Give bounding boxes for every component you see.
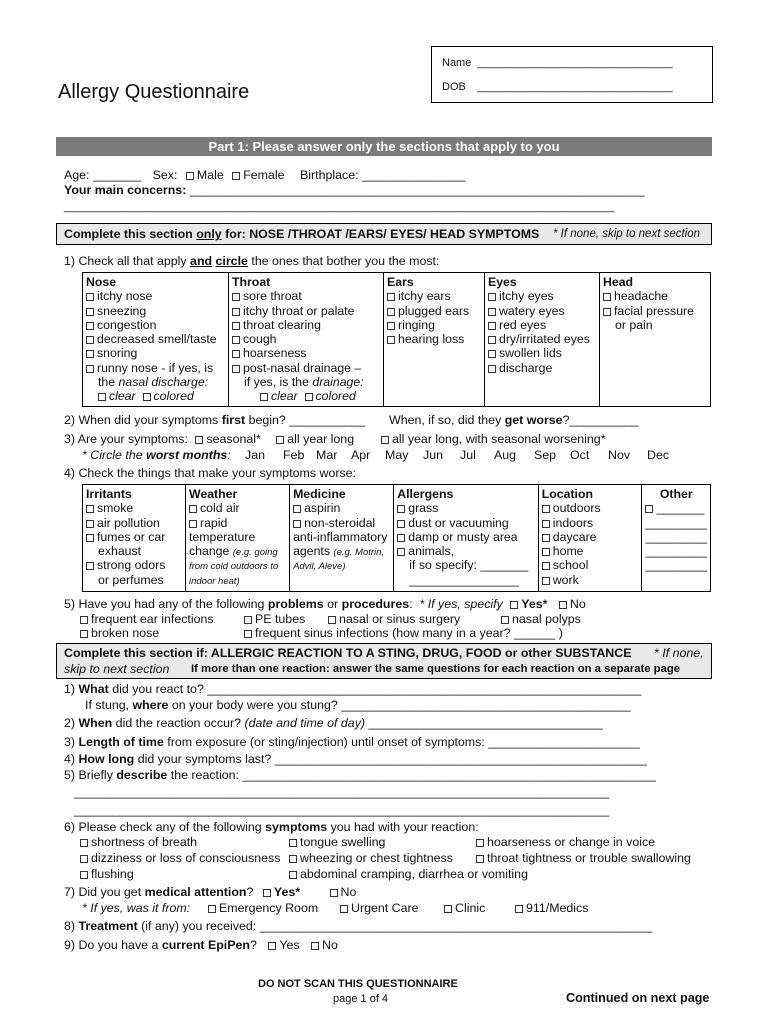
month-item[interactable]: Jan — [245, 448, 265, 462]
allergens-column: Allergens grass dust or vacuuming damp or musty area animals, if so specify: _______ ________________ — [394, 485, 539, 592]
list-item[interactable]: sneezing — [86, 304, 225, 318]
month-item[interactable]: Jul — [460, 448, 476, 462]
allyear-checkbox[interactable] — [276, 436, 284, 444]
sex-label: Sex: — [152, 168, 178, 182]
q7-followup: * If yes, was it from: — [82, 901, 191, 915]
describe-line[interactable]: ___________________________________________________________________________________ — [74, 786, 610, 799]
list-item[interactable]: home — [542, 544, 639, 558]
list-item[interactable]: flushing — [80, 867, 134, 881]
list-item[interactable]: aspirin — [293, 501, 390, 515]
q7-yes-checkbox[interactable] — [263, 889, 271, 897]
list-item[interactable]: swollen lids — [488, 346, 596, 360]
page-number: page 1 of 4 — [333, 993, 389, 1005]
worst-months-prompt: * Circle the worst months: — [82, 448, 231, 462]
describe-line[interactable]: ___________________________________________________________________________________ — [74, 804, 610, 817]
month-item[interactable]: Jun — [423, 448, 443, 462]
worsening-label: all year long, with seasonal worsening* — [392, 432, 606, 446]
list-item[interactable]: throat tightness or trouble swallowing — [476, 851, 691, 865]
list-item[interactable]: headache — [603, 289, 707, 303]
reaction-q9: 9) Do you have a current EpiPen? Yes No — [64, 938, 338, 952]
list-item[interactable]: nasal or sinus surgery — [328, 612, 460, 626]
list-item[interactable]: Clinic — [444, 901, 485, 915]
list-item[interactable]: snoring — [86, 346, 225, 360]
colored-checkbox[interactable] — [143, 393, 151, 401]
part1-banner: Part 1: Please answer only the sections that apply to you — [56, 137, 712, 156]
reaction-q7: 7) Did you get medical attention? Yes* No — [64, 885, 357, 899]
list-item[interactable]: itchy nose — [86, 289, 225, 303]
month-item[interactable]: Nov — [608, 448, 631, 462]
list-item[interactable]: ringing — [387, 318, 481, 332]
clear-checkbox[interactable] — [260, 393, 268, 401]
list-item[interactable]: wheezing or chest tightness — [289, 851, 453, 865]
list-item[interactable]: air pollution — [86, 516, 182, 530]
list-item[interactable]: hoarseness or change in voice — [476, 835, 655, 849]
seasonal-checkbox[interactable] — [195, 436, 203, 444]
q5-yes-checkbox[interactable] — [510, 601, 518, 609]
female-checkbox[interactable] — [232, 172, 240, 180]
nose-section-header — [56, 223, 712, 245]
list-item[interactable]: red eyes — [488, 318, 596, 332]
list-item[interactable]: non-steroidal — [293, 516, 390, 530]
reaction-q4[interactable]: 4) How long did your symptoms last? ______________________________________________________ — [64, 752, 647, 766]
list-item[interactable]: indoors — [542, 516, 639, 530]
main-concerns-line2[interactable]: __________________________________________________________________________________________ — [64, 201, 615, 213]
month-item[interactable]: Apr — [351, 448, 371, 462]
reaction-q1[interactable]: 1) What did you react to? _______________________________________________________________ — [64, 682, 642, 696]
list-item[interactable]: plugged ears — [387, 304, 481, 318]
q5-prompt: 5) Have you had any of the following problems or procedures: * If yes, specify Yes* No — [64, 597, 586, 611]
reaction-q1b[interactable]: If stung, where on your body were you stung? __________________________________________ — [85, 698, 631, 712]
month-item[interactable]: Sep — [534, 448, 557, 462]
age-label: Age: — [64, 168, 90, 182]
other-column: Other _______ _________ _________ _________ _________ — [642, 485, 711, 592]
q2-worse: When, if so, did they get worse?__________ — [389, 413, 639, 427]
list-item[interactable]: post-nasal drainage – — [232, 361, 380, 375]
reaction-q5[interactable]: 5) Briefly describe the reaction: ____________________________________________________________ — [64, 768, 656, 782]
list-item[interactable]: dizziness or loss of consciousness — [80, 851, 280, 865]
nose-column: Nose itchy nose sneezing congestion decreased smell/taste snoring runny nose - if yes, is the nasal discharge: clear colored — [83, 273, 229, 407]
list-item[interactable]: itchy throat or palate — [232, 304, 380, 318]
list-item[interactable]: throat clearing — [232, 318, 380, 332]
q2-row: 2) When did your symptoms first begin? ___________ — [64, 413, 366, 427]
reaction-q6: 6) Please check any of the following symptoms you had with your reaction: — [64, 820, 479, 834]
list-item[interactable]: discharge — [488, 361, 596, 375]
male-checkbox[interactable] — [186, 172, 194, 180]
birthplace-label: Birthplace: — [300, 168, 359, 182]
list-item[interactable]: hoarseness — [232, 346, 380, 360]
female-label: Female — [243, 168, 285, 182]
reaction-q8[interactable]: 8) Treatment (if any) you received: _________________________________________________________ — [64, 919, 653, 933]
dob-label: DOB — [442, 81, 466, 93]
nose-section-note: * If none, skip to next section — [553, 228, 701, 240]
list-item[interactable]: tongue swelling — [289, 835, 385, 849]
list-item[interactable]: outdoors — [542, 501, 639, 515]
colored-checkbox[interactable] — [305, 393, 313, 401]
clear-checkbox[interactable] — [98, 393, 106, 401]
list-item[interactable]: frequent ear infections — [80, 612, 214, 626]
ears-column: Ears itchy ears plugged ears ringing hearing loss — [384, 273, 485, 407]
q3-row: 3) Are your symptoms: seasonal* all year long — [64, 432, 355, 446]
list-item[interactable]: animals, — [397, 544, 535, 558]
reaction-section-header: Complete this section if: ALLERGIC REACTION TO A STING, DRUG, FOOD or other SUBSTANCE * If none, skip to next section If more than one reaction: answer the same questions for each reaction on a separate page — [56, 643, 712, 679]
list-item[interactable]: PE tubes — [244, 612, 305, 626]
reaction-section-title: Complete this section if: ALLERGIC REACTION TO A STING, DRUG, FOOD or other SUBSTANCE — [64, 646, 632, 660]
list-item[interactable]: _______ — [645, 501, 707, 515]
male-label: Male — [196, 168, 224, 182]
list-item[interactable]: cold air — [189, 501, 286, 515]
list-item[interactable]: Emergency Room — [208, 901, 318, 915]
worsening-checkbox[interactable] — [381, 436, 389, 444]
list-item[interactable]: damp or musty area — [397, 530, 535, 544]
location-column: Location outdoors indoors daycare home school work — [538, 485, 642, 592]
q7-no-checkbox[interactable] — [330, 889, 338, 897]
head-column: Head headache facial pressure or pain — [600, 273, 711, 407]
symptom-table — [82, 272, 711, 407]
list-item[interactable]: grass — [397, 501, 535, 515]
q9-yes-checkbox[interactable] — [268, 942, 276, 950]
q5-no-checkbox[interactable] — [559, 601, 567, 609]
month-item[interactable]: Dec — [647, 448, 670, 462]
q9-no-checkbox[interactable] — [311, 942, 319, 950]
throat-column: Throat sore throat itchy throat or palate throat clearing cough hoarseness post-nasal drainage – if yes, is the drainage: clear colored — [229, 273, 384, 407]
weather-column: Weather cold air rapid temperature change (e.g. going from cold outdoors to indoor heat) — [186, 485, 290, 592]
reaction-q2[interactable]: 2) When did the reaction occur? (date and time of day) __________________________________ — [64, 716, 603, 730]
list-item[interactable]: daycare — [542, 530, 639, 544]
dob-field[interactable]: ________________________________ — [477, 81, 673, 93]
list-item[interactable]: nasal polyps — [501, 612, 581, 626]
month-item[interactable]: May — [385, 448, 409, 462]
list-item[interactable]: Urgent Care — [340, 901, 419, 915]
month-item[interactable]: Mar — [316, 448, 338, 462]
nose-section-title: Complete this section only for: NOSE /THROAT /EARS/ EYES/ HEAD SYMPTOMS — [64, 227, 540, 241]
list-item[interactable]: cough — [232, 332, 380, 346]
list-item[interactable]: runny nose - if yes, is — [86, 361, 225, 375]
medicine-column: Medicine aspirin non-steroidal anti-inflammatory agents (e.g. Motrin, Advil, Aleve) — [290, 485, 394, 592]
list-item[interactable]: itchy ears — [387, 289, 481, 303]
list-item[interactable]: hearing loss — [387, 332, 481, 346]
demographics-row — [64, 168, 465, 182]
month-item[interactable]: Feb — [283, 448, 305, 462]
list-item[interactable]: itchy eyes — [488, 289, 596, 303]
list-item[interactable]: facial pressure — [603, 304, 707, 318]
list-item[interactable]: dust or vacuuming — [397, 516, 535, 530]
month-item[interactable]: Oct — [570, 448, 590, 462]
birthplace-field[interactable]: _______________ — [362, 168, 466, 182]
list-item[interactable]: congestion — [86, 318, 225, 332]
main-concerns-label: Your main concerns: — [64, 183, 187, 197]
name-field[interactable]: ________________________________ — [477, 57, 673, 69]
q4-prompt: 4) Check the things that make your symptoms worse: — [64, 466, 356, 480]
list-item[interactable]: 911/Medics — [515, 901, 588, 915]
list-item[interactable]: school — [542, 558, 639, 572]
reaction-q3[interactable]: 3) Length of time from exposure (or sting/injection) until onset of symptoms: ______________________ — [64, 735, 640, 749]
list-item[interactable]: decreased smell/taste — [86, 332, 225, 346]
list-item[interactable]: sore throat — [232, 289, 380, 303]
patient-info-box — [431, 46, 713, 103]
age-field[interactable]: _______ — [92, 168, 142, 182]
irritants-column: Irritants smoke air pollution fumes or car exhaust strong odors or perfumes — [83, 485, 186, 592]
list-item[interactable]: watery eyes — [488, 304, 596, 318]
triggers-table — [82, 484, 711, 592]
main-concerns-field[interactable]: __________________________________________________________________ — [189, 183, 645, 197]
list-item[interactable]: dry/irritated eyes — [488, 332, 596, 346]
name-label: Name — [442, 57, 472, 69]
list-item[interactable]: abdominal cramping, diarrhea or vomiting — [289, 867, 528, 881]
continued-note: Continued on next page — [566, 991, 710, 1005]
q1-prompt: 1) Check all that apply and circle the ones that bother you the most: — [64, 254, 440, 268]
list-item[interactable]: fumes or car — [86, 530, 182, 544]
list-item[interactable]: shortness of breath — [80, 835, 197, 849]
list-item[interactable]: frequent sinus infections (how many in a year? ______ ) — [244, 626, 563, 640]
page-title: Allergy Questionnaire — [58, 81, 250, 103]
list-item[interactable]: work — [542, 573, 639, 587]
list-item[interactable]: smoke — [86, 501, 182, 515]
list-item[interactable]: broken nose — [80, 626, 159, 640]
list-item[interactable]: strong odors — [86, 558, 182, 572]
list-item[interactable]: rapid — [189, 516, 286, 530]
month-item[interactable]: Aug — [494, 448, 517, 462]
scan-notice: DO NOT SCAN THIS QUESTIONNAIRE — [258, 978, 458, 990]
eyes-column: Eyes itchy eyes watery eyes red eyes dry/irritated eyes swollen lids discharge — [485, 273, 600, 407]
